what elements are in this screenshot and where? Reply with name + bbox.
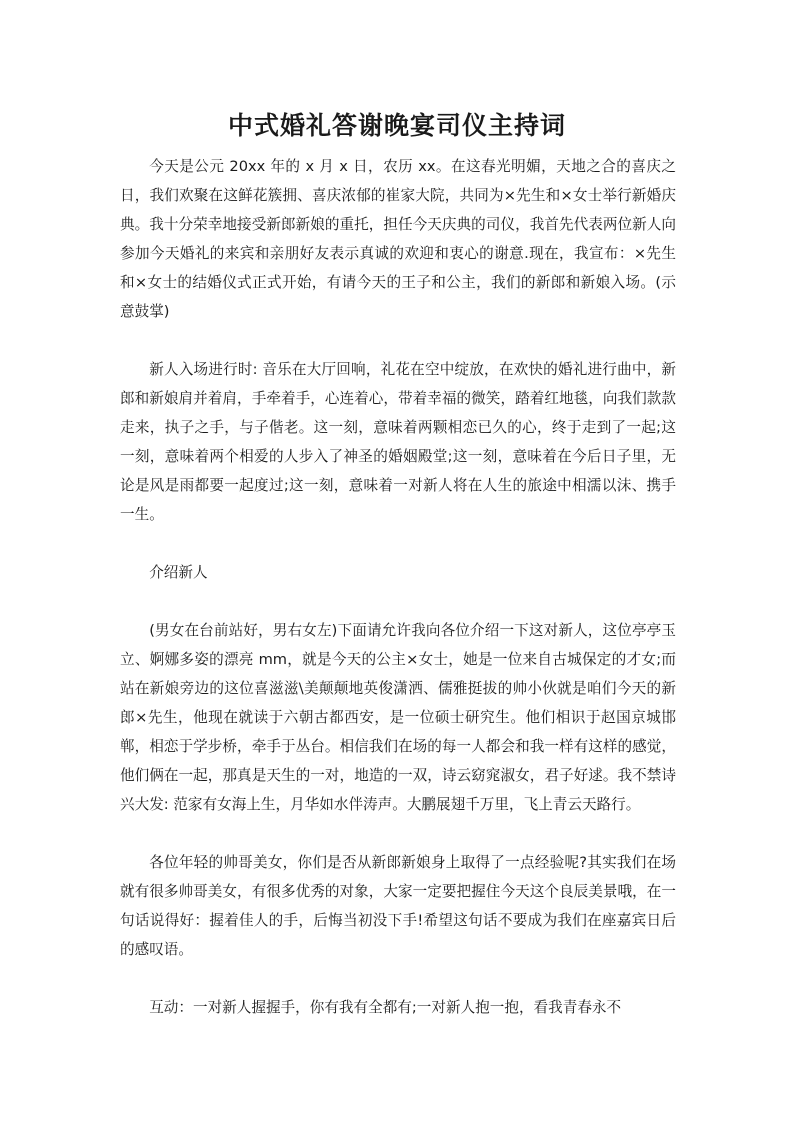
paragraph-entrance: 新人入场进行时: 音乐在大厅回响，礼花在空中绽放，在欢快的婚礼进行曲中，新郎和新娘肩并着肩，手牵着手，心连着心，带着幸福的微笑，踏着红地毯，向我们款款走来，执子之手，与子偕老。这一刻，意味着两颗相恋已久的心，终于走到了一起;这一刻，意味着两个相爱的人步入了神圣的婚姻殿堂;这一刻，意味着在今后日子里，无论是风是雨都要一起度过;这一刻，意味着一对新人将在人生的旅途中相濡以沫、携手一生。	[120, 361, 676, 523]
paragraph-interaction: 互动：一对新人握握手，你有我有全都有;一对新人抱一抱，看我青春永不	[149, 999, 622, 1016]
paragraph-audience: 各位年轻的帅哥美女，你们是否从新郎新娘身上取得了一点经验呢?其实我们在场就有很多帅哥美女，有很多优秀的对象，大家一定要把握住今天这个良辰美景哦，在一句话说得好：握着佳人的手，后悔当初没下手!希望这句话不要成为我们在座嘉宾日后的感叹语。	[120, 854, 676, 958]
paragraph-opening: 今天是公元 20xx 年的 x 月 x 日，农历 xx。在这春光明媚，天地之合的喜庆之日，我们欢聚在这鲜花簇拥、喜庆浓郁的崔家大院，共同为×先生和×女士举行新婚庆典。我十分荣幸地接受新郎新娘的重托，担任今天庆典的司仪，我首先代表两位新人向参加今天婚礼的来宾和亲朋好友表示真诚的欢迎和衷心的谢意.现在，我宣布：×先生和×女士的结婚仪式正式开始，有请今天的王子和公主，我们的新郎和新娘入场。(示意鼓掌)	[120, 158, 676, 320]
document-title: 中式婚礼答谢晚宴司仪主持词	[227, 111, 566, 140]
paragraph-introduction: (男女在台前站好，男右女左)下面请允许我向各位介绍一下这对新人，这位亭亭玉立、婀娜多姿的漂亮 mm，就是今天的公主×女士，她是一位来自古城保定的才女;而站在新娘旁边的这位喜滋滋\美颠颠地英俊潇洒、儒雅挺拔的帅小伙就是咱们今天的新郎×先生，他现在就读于六朝古都西安，是一位硕士研究生。他们相识于赵国京城邯郸，相恋于学步桥，牵手于丛台。相信我们在场的每一人都会和我一样有这样的感觉，他们俩在一起，那真是天生的一对，地造的一双，诗云窈窕淑女，君子好逑。我不禁诗兴大发: 范家有女海上生，月华如水伴涛声。大鹏展翅千万里，飞上青云天路行。	[120, 622, 676, 813]
document-body	[120, 152, 676, 1051]
paragraph-introduce-heading: 介绍新人	[149, 564, 208, 581]
